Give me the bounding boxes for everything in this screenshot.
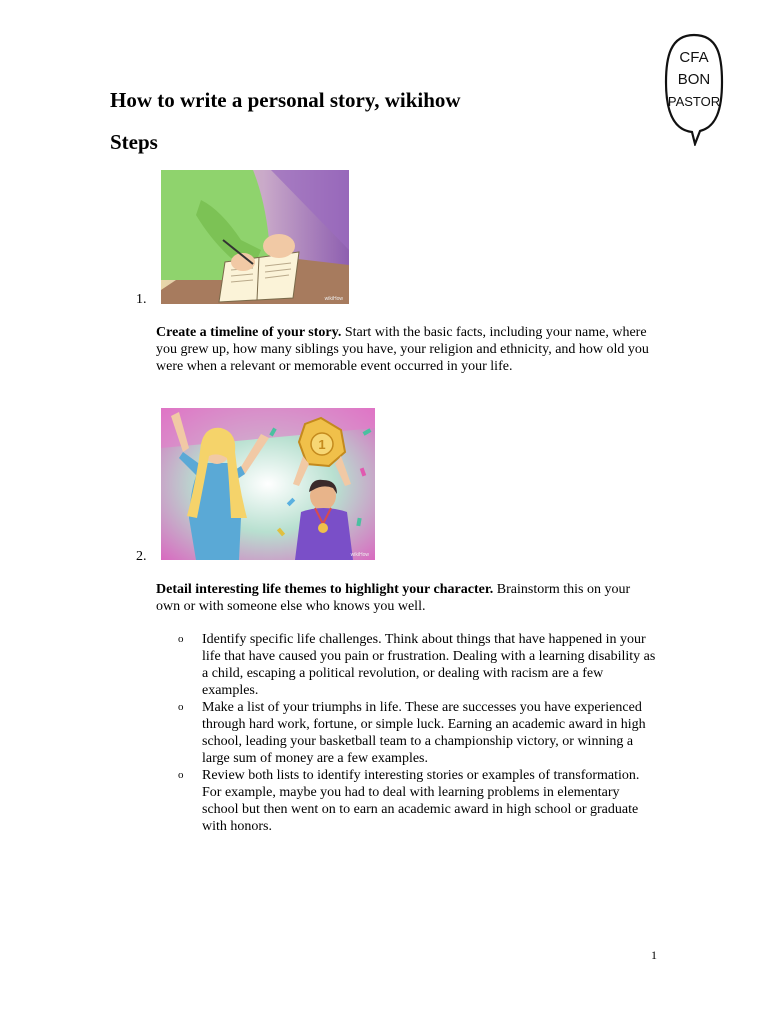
list-item-text: Identify specific life challenges. Think about things that have happened in your life that have caused you pain or frustration. Dealing with a learning disability as a child, escaping a political revolution, or dealing with racism are a few examples.: [202, 632, 656, 698]
bullet-glyph: o: [178, 701, 184, 713]
bullet-glyph: o: [178, 633, 184, 645]
steps-heading: Steps: [110, 130, 158, 154]
list-item-text: Review both lists to identify interesting stories or examples of transformation. For example, maybe you had to deal with learning problems in elementary school but then went on to earn an academic award in high school or graduate with honors.: [202, 768, 640, 834]
list-item-text: Make a list of your triumphs in life. These are successes you have experienced through hard work, fortune, or simple luck. Earning an academic award in high school, leading your basketball team to a championship victory, or winning a large sum of money are a few examples.: [202, 700, 646, 766]
list-item: [178, 767, 658, 835]
list-item: [178, 699, 658, 767]
list-item: [178, 631, 658, 699]
bullet-glyph: o: [178, 769, 184, 781]
logo-text-1: CFA: [679, 49, 709, 66]
step-2-illustration: [161, 408, 375, 560]
page-number: 1: [651, 948, 657, 962]
step-2-bold: Detail interesting life themes to highlight your character.: [156, 582, 494, 597]
trophy-badge-number: 1: [318, 437, 326, 452]
document-title: How to write a personal story, wikihow: [110, 88, 461, 112]
step-2-body: Brainstorm this on your own or with someone else who knows you well.: [156, 582, 631, 614]
step-2-number: 2.: [136, 549, 147, 564]
step-1-bold: Create a timeline of your story.: [156, 325, 342, 340]
school-logo: [664, 32, 724, 146]
step-2-text: [156, 581, 656, 615]
logo-text-3: PASTOR: [667, 94, 721, 109]
step-2-bullet-list: [178, 631, 658, 835]
step-1-text: [156, 324, 656, 375]
step-1-watermark: wikiHow: [324, 296, 343, 302]
step-1-body: Start with the basic facts, including your name, where you grew up, how many siblings you have, your religion and ethnicity, and how old you were when a relevant or memorable event occurred in your life.: [156, 325, 649, 374]
logo-text-2: BON: [677, 71, 711, 88]
step-1-illustration: [161, 170, 349, 304]
step-2-watermark: wikiHow: [350, 552, 369, 558]
step-1-number: 1.: [136, 292, 147, 307]
